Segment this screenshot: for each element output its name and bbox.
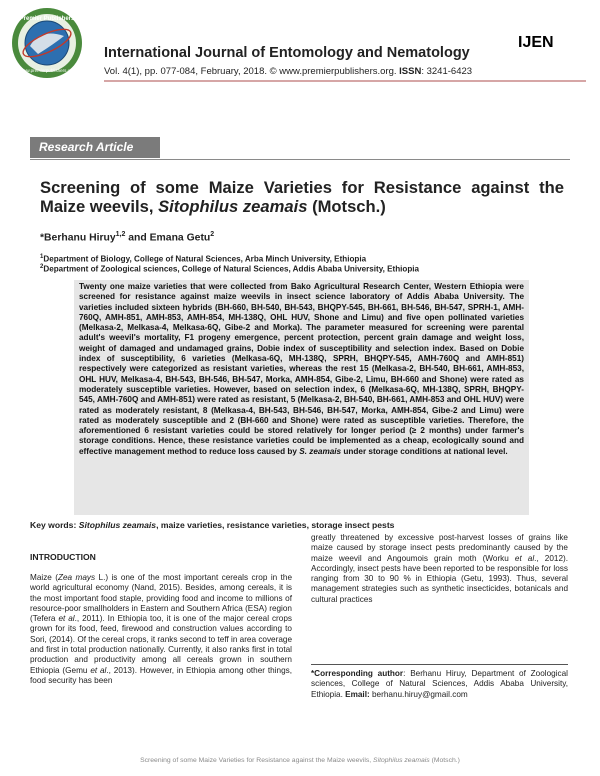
author-2-sup: 2 [210,231,215,238]
logo-text: Premier Publishers [19,16,75,22]
journal-abbrev: IJEN [518,34,554,51]
abstract-box [74,280,529,515]
page-footer [0,757,600,764]
footer-species: Sitophilus zeamais [373,757,430,764]
intro-right-text-1: greatly threatened by excessive post-harvest losses of grains like maize caused by storage insect pests predominantly caused by the maize weevil and Angoumois grain moth (Worku [311,533,568,563]
journal-volume: Vol. 4(1), pp. 077-084, February, 2018. © www.premierpublishers.org. [104,66,397,77]
footer-end: (Motsch.) [429,757,460,764]
journal-meta [104,66,472,77]
affiliation-2-text: Department of Zoological sciences, College of Natural Sciences, Addis Ababa University, Ethiopia [43,264,420,274]
intro-column-right [311,533,568,633]
intro-left-italic-3: et al [90,665,107,675]
title-tail: (Motsch.) [307,197,386,216]
intro-left-text-2: L.) is one of the most important cereals crop in the world agricultural economy (Nand, 2015). Besides, among cereals, it is the most important food staple, providing food and income to millions of resource-poor smallholders in Eastern and Southern Africa (ESA) region (Tefera [30,573,293,624]
author-conj: and [125,232,150,244]
abstract-text: Twenty one maize varieties that were collected from Bako Agricultural Research Center, Western Ethiopia were screened for resistance against maize weevils in insect science laboratory of Addis Ababa University. The varieties included sixteen hybrids (BH-660, BH-540, BH-543, BHQPY-545, BH-661, BH-546, BH-547, SPRH-1, AMH-760Q, AMH-851, AMH-853, AMH-854, MH-138Q, OHL HUV, Shone and Limu) and five open pollinated varieties (Melkasa-2, Melkasa-4, Melkasa-6Q, Gibe-2 and Morka). The parameter measured for screening were parental adult's weevil's mortality, F1 progeny emergence, percent protection, percent grain damage and weight loss, weight of damaged and undamaged grains, Dobie index of susceptibility and selection index. Based on Dobie index of susceptibility, 6 varieties (Melkasa-6Q, MH-138Q, SPRH, BHQPY-545, AMH-760Q and AMH-851) respectively were categorized as resistant varieties, whereas the rest 15 (Melkasa-2, BH-540, BH-661, AMH-853, OHL HUV, Melkasa-4, BH-543, BH-546, BH-547, Morka, AMH-854, Gibe-2, Limu, BH-660 and Shone) were rated as moderately susceptible varieties. However, based on selection index, 6 (Melkasa-6Q, MH-138Q, SPRH, BHQPY-545, AMH-760Q and AMH-851) were rated as resistant, 5 (Melkasa-2, BH-540, BH-661, AMH-853 and OHL HUV) were rated as moderately resistant, 8 (Melkasa-4, BH-543, BH-546, BH-547, Morka, AMH-854, Gibe-2 and Limu) were rated as moderately susceptible and 2 (BH-660 and Shone) were rated as susceptible varieties. Therefore, the aforementioned 6 resistant varieties could be stored relatively for longer period (≥ 2 months) under farmer's storage conditions. Hence, these resistance varieties could be implemented as a cheap, ecologically sound and effective management method to reduce loss caused by [79,282,524,456]
footer-text: Screening of some Maize Varieties for Resistance against the Maize weevils, [140,757,374,764]
author-1: *Berhanu Hiruy [40,232,116,244]
intro-left-text-4: ., 2013). However, in Ethiopia among other things, food security has been [30,665,292,685]
article-type-badge: Research Article [30,137,160,158]
correspondence-divider [311,664,568,665]
title-species: Sitophilus zeamais [158,197,308,216]
intro-right-italic-1: et al [514,553,535,563]
author-2: Emana Getu [149,232,211,244]
affiliation-2 [40,264,419,274]
correspondence-label: *Corresponding author [311,669,404,678]
affiliation-1-sup: 1 [40,254,44,260]
keywords-species: Sitophilus zeamais [78,520,157,530]
intro-column-left [30,573,292,753]
title-main: Screening of some Maize Varieties for Resistance against the Maize weevils, [40,178,564,216]
correspondence-text: : Berhanu Hiruy, Department of Zoological sciences, College of Natural Sciences, Addis Ababa University, Ethiopia. [311,669,568,699]
section-heading-introduction: INTRODUCTION [30,552,96,562]
correspondence-email[interactable]: berhanu.hiruy@gmail.com [372,689,468,699]
intro-left-italic-2: et al [58,614,75,624]
article-type-divider [30,159,570,160]
author-1-sup: 1,2 [115,231,126,238]
correspondence-email-label: Email: [345,689,370,699]
intro-right-text-2: ., 2012). Accordingly, insect pests have been reported to be responsible for loss ranging from 30 to 90 % in Ethiopia (Getu, 1993). Thus, several management strategies such as synthetic insecticides, botanicals and cultural practices [311,553,569,604]
keywords-rest: , maize varieties, resistance varieties, storage insect pests [156,520,395,530]
paper-title [40,178,564,216]
affiliation-2-sup: 2 [40,264,44,270]
intro-left-italic-1: Zea mays [58,573,96,582]
logo-url: www.premierpublishers.org [19,68,75,73]
affiliation-1-text: Department of Biology, College of Natural Sciences, Arba Minch University, Ethiopia [43,254,367,264]
abstract-end: under storage conditions at national level. [341,446,508,456]
authors [40,231,214,243]
keywords [30,520,394,530]
intro-left-text-3: ., 2011). In Ethiopia too, it is one of the major cereal crops grown for its food, feed, firewood and construction values according to Sori, (2014). Of the cereal crops, it ranks second to teff in area coverage and first in total production nationally. Currently, it also ranks first in total production and productivity among all cereals grown in southern Ethiopia (Gemu [30,614,292,675]
journal-title: International Journal of Entomology and Nematology [104,45,470,61]
publisher-logo [10,6,84,80]
issn-value: : 3241-6423 [421,66,473,77]
header-divider [104,80,586,82]
keywords-label: Key words: [30,520,79,530]
correspondence-note [311,669,568,700]
affiliation-1 [40,254,366,264]
intro-left-text-1: Maize ( [30,573,58,582]
issn-label: ISSN [399,66,422,77]
abstract-species: S. zeamais [299,446,342,456]
